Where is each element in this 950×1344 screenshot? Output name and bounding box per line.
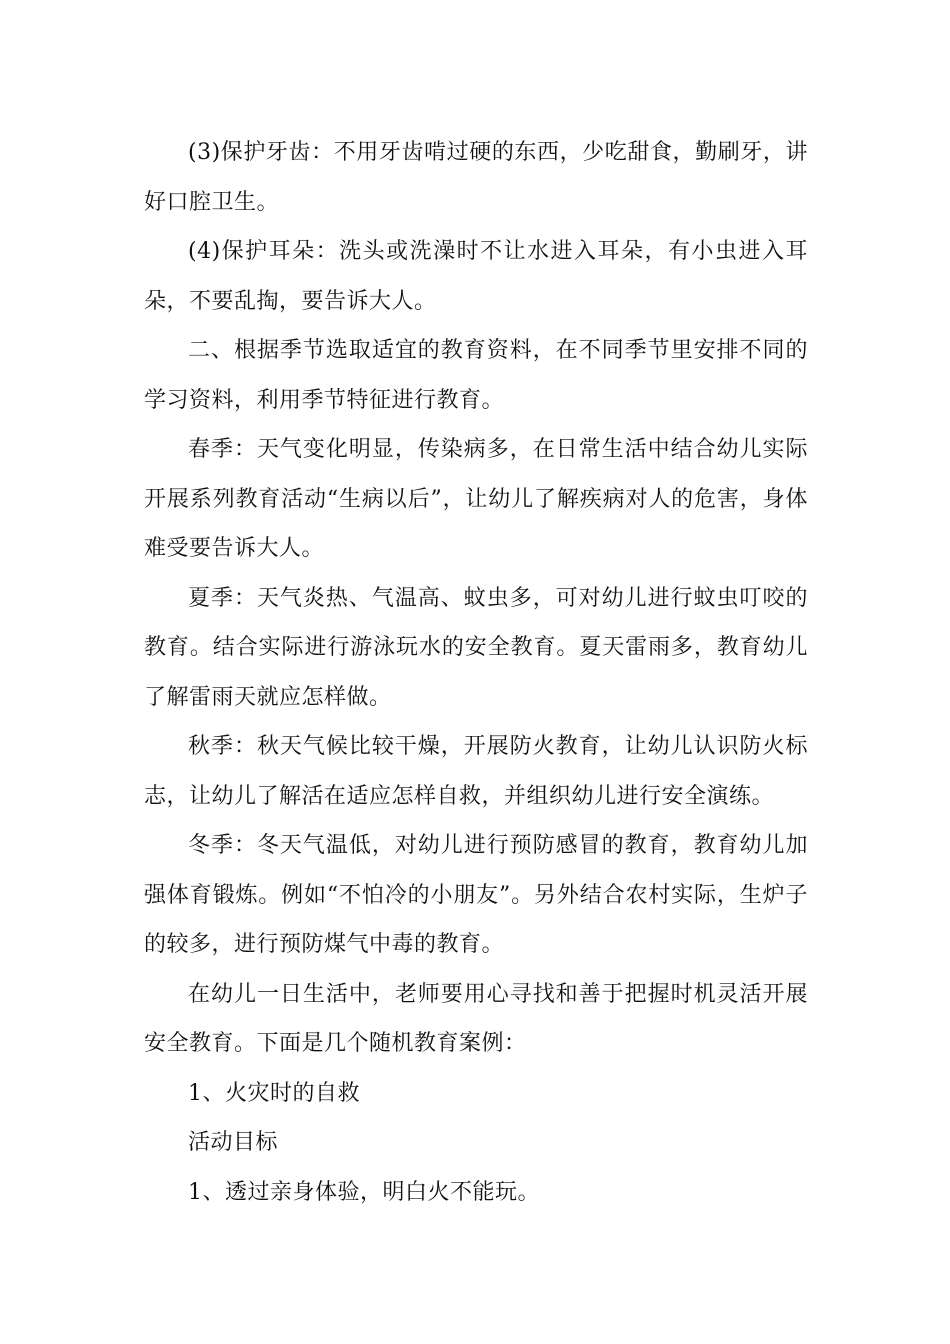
paragraph-autumn: 秋季：秋天气候比较干燥，开展防火教育，让幼儿认识防火标志，让幼儿了解活在适应怎样自救，并组织幼儿进行安全演练。 [144,734,808,809]
paragraph-protect-teeth: (3)保护牙齿：不用牙齿啃过硬的东西，少吃甜食，勤刷牙，讲好口腔卫生。 [144,140,808,215]
paragraph-section-seasons: 二、根据季节选取适宜的教育资料，在不同季节里安排不同的学习资料，利用季节特征进行教育。 [144,338,808,413]
paragraph-winter: 冬季：冬天气温低，对幼儿进行预防感冒的教育，教育幼儿加强体育锻炼。例如“不怕冷的小朋友”。另外结合农村实际，生炉子的较多，进行预防煤气中毒的教育。 [144,833,808,957]
paragraph-summer: 夏季：天气炎热、气温高、蚊虫多，可对幼儿进行蚊虫叮咬的教育。结合实际进行游泳玩水的安全教育。夏天雷雨多，教育幼儿了解雷雨天就应怎样做。 [144,585,808,710]
document-body [144,128,808,1217]
paragraph-spring: 春季：天气变化明显，传染病多，在日常生活中结合幼儿实际开展系列教育活动“生病以后”，让幼儿了解疾病对人的危害，身体难受要告诉大人。 [144,437,808,561]
paragraph-daily-life: 在幼儿一日生活中，老师要用心寻找和善于把握时机灵活开展安全教育。下面是几个随机教育案例： [144,981,808,1056]
activity-goal-item: 1、透过亲身体验，明白火不能玩。 [188,1179,540,1205]
activity-goals-heading: 活动目标 [188,1130,279,1155]
case-heading-fire: 1、火灾时的自救 [188,1080,360,1106]
paragraph-protect-ears: (4)保护耳朵：洗头或洗澡时不让水进入耳朵，有小虫进入耳朵，不要乱掏，要告诉大人。 [144,239,808,314]
